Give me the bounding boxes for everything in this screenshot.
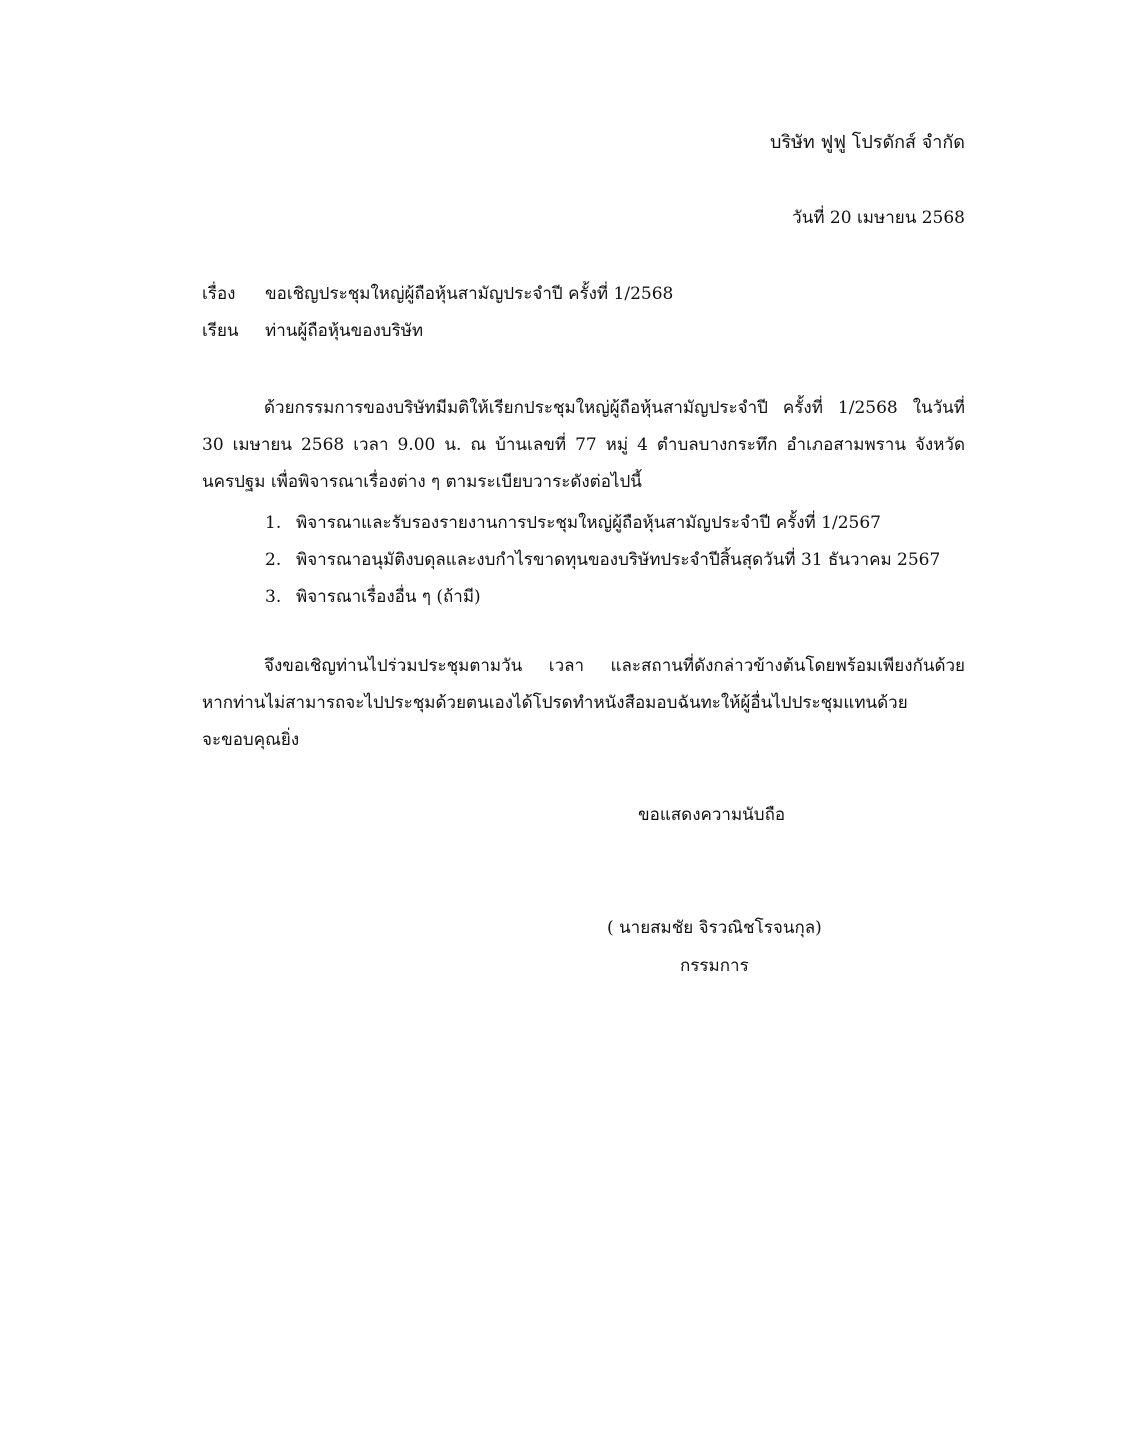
agenda-list [265, 505, 940, 616]
salutation-text: ท่านผู้ถือหุ้นของบริษัท [265, 321, 424, 341]
agenda-item [265, 542, 940, 579]
invitation-line: หากท่านไม่สามารถจะไปประชุมด้วยตนเองได้โปรดทำหนังสือมอบฉันทะให้ผู้อื่นไปประชุมแทนด้วย [202, 693, 908, 713]
subject-label: เรื่อง [202, 284, 236, 304]
agenda-item [265, 579, 940, 616]
closing-phrase: ขอแสดงความนับถือ [638, 805, 786, 825]
invitation-line: จะขอบคุณยิ่ง [202, 730, 300, 750]
agenda-item-number: 3. [265, 587, 282, 607]
agenda-item-number: 1. [265, 513, 282, 533]
letter-date: วันที่ 20 เมษายน 2568 [792, 208, 965, 228]
signer-position: กรรมการ [680, 956, 749, 976]
invitation-paragraph [202, 648, 965, 759]
agenda-item-text: พิจารณาอนุมัติงบดุลและงบกำไรขาดทุนของบริษัทประจำปีสิ้นสุดวันที่ 31 ธันวาคม 2567 [296, 550, 941, 570]
company-name: บริษัท ฟูฟู โปรดักส์ จำกัด [769, 132, 965, 153]
intro-line: ด้วยกรรมการของบริษัทมีมติให้เรียกประชุมใหญ่ผู้ถือหุ้นสามัญประจำปี ครั้งที่ 1/2568 ในวันที่ [264, 398, 965, 418]
signer-name: ( นายสมชัย จิรวณิชโรจนกุล) [607, 918, 822, 938]
intro-line: นครปฐม เพื่อพิจารณาเรื่องต่าง ๆ ตามระเบียบวาระดังต่อไปนี้ [202, 472, 642, 492]
agenda-item-text: พิจารณาเรื่องอื่น ๆ (ถ้ามี) [296, 587, 481, 607]
intro-paragraph [202, 390, 965, 501]
intro-line: 30 เมษายน 2568 เวลา 9.00 น. ณ บ้านเลขที่ 77 หมู่ 4 ตำบลบางกระทึก อำเภอสามพราน จังหวัด [202, 435, 965, 455]
agenda-item [265, 505, 940, 542]
invitation-line: จึงขอเชิญท่านไปร่วมประชุมตามวัน เวลา และสถานที่ดังกล่าวข้างต้นโดยพร้อมเพียงกันด้วย [264, 656, 965, 676]
agenda-item-number: 2. [265, 550, 282, 570]
agenda-item-text: พิจารณาและรับรองรายงานการประชุมใหญ่ผู้ถือหุ้นสามัญประจำปี ครั้งที่ 1/2567 [296, 513, 881, 533]
subject-text: ขอเชิญประชุมใหญ่ผู้ถือหุ้นสามัญประจำปี ครั้งที่ 1/2568 [265, 284, 674, 304]
salutation-label: เรียน [202, 321, 239, 341]
